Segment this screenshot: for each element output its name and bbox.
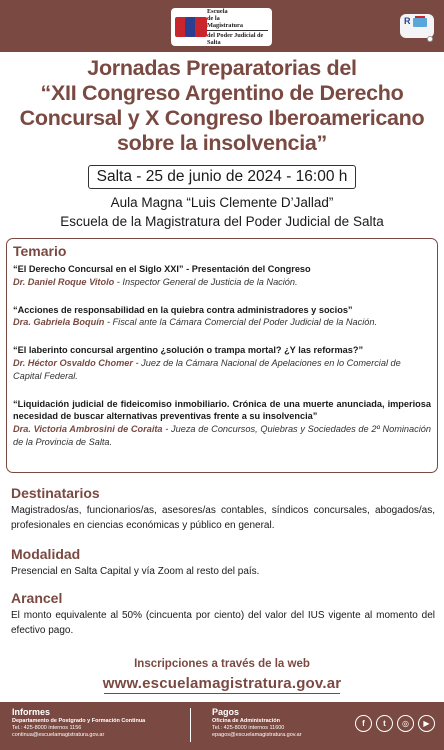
- venue-line-1: Aula Magna “Luis Clemente D’Jallad”: [110, 195, 334, 210]
- instagram-icon[interactable]: ◎: [397, 715, 414, 732]
- informes-phone: Tel.: 425-8000 internos 1156: [12, 725, 82, 731]
- talk-speaker-line: [13, 316, 431, 329]
- talk-speaker: Dr. Héctor Osvaldo Chomer: [13, 357, 133, 368]
- logo-mark-icon: [175, 14, 204, 40]
- talk-item: [13, 304, 431, 330]
- talk-item: [13, 263, 431, 289]
- modalidad-heading: Modalidad: [11, 546, 81, 562]
- talk-role: - Juez de la Cámara Nacional de Apelaciones en lo Comercial de Capital Federal.: [13, 357, 401, 381]
- pagos-email[interactable]: epagos@escuelamagistratura.gov.ar: [212, 732, 302, 738]
- title-line-1: Jornadas Preparatorias del: [87, 56, 357, 80]
- talk-speaker-line: [13, 423, 431, 449]
- footer-pagos: [212, 707, 302, 739]
- informes-email[interactable]: continua@escuelamagistratura.gov.ar: [12, 732, 105, 738]
- arancel-section: [11, 590, 435, 638]
- event-venue: [0, 193, 444, 231]
- event-date: Salta - 25 de junio de 2024 - 16:00 h: [88, 165, 356, 189]
- inscripciones-label: Inscripciones a través de la web: [134, 658, 310, 670]
- top-banner: [0, 0, 444, 52]
- destinatarios-text: Magistrados/as, funcionarios/as, asesores/as contables, síndicos concursales, abogados/as, profesionales en ciencias económicas y público en general.: [11, 505, 435, 531]
- destinatarios-heading: Destinatarios: [11, 485, 100, 501]
- talk-speaker-line: [13, 357, 431, 383]
- arancel-text: El monto equivalente al 50% (cincuenta por ciento) del valor del IUS vigente al momento del efectivo pago.: [11, 610, 435, 636]
- page-title: [0, 56, 444, 156]
- talk-speaker: Dra. Gabriela Boquín: [13, 317, 105, 328]
- temario-box: [6, 238, 438, 473]
- talk-speaker-line: [13, 276, 431, 289]
- pagos-heading: Pagos: [212, 707, 240, 717]
- talk-role: - Jueza de Concursos, Quiebras y Sociedades de 2º Nominación de la Provincia de Salta.: [13, 424, 432, 447]
- talk-speaker: Dr. Daniel Roque Vitolo: [13, 276, 115, 287]
- footer-informes: [12, 707, 145, 739]
- youtube-icon[interactable]: ▶: [418, 715, 435, 732]
- talk-item: [13, 398, 431, 449]
- modalidad-text: Presencial en Salta Capital y vía Zoom al resto del país.: [11, 566, 260, 577]
- arancel-heading: Arancel: [11, 590, 63, 606]
- twitter-icon[interactable]: t: [376, 715, 393, 732]
- title-line-2: “XII Congreso Argentino de Derecho: [40, 81, 404, 105]
- facebook-icon[interactable]: f: [355, 715, 372, 732]
- talk-role: - Fiscal ante la Cámara Comercial del Poder Judicial de la Nación.: [104, 317, 378, 328]
- institution-logo: [171, 8, 272, 46]
- pagos-phone: Tel.: 425-8000 internos 11600: [212, 725, 285, 731]
- talk-title: “Liquidación judicial de fideicomiso inmobiliario. Crónica de una muerte anunciada, imperiosa necesidad de buscar alternativas preventivas frente a su insolvencia”: [13, 398, 431, 422]
- talk-title: “El laberinto concursal argentino ¿solución o trampa mortal? ¿Y las reformas?”: [13, 345, 364, 356]
- venue-line-2: Escuela de la Magistratura del Poder Judicial de Salta: [60, 214, 384, 229]
- title-line-3: Concursal y X Congreso Iberoamericano: [19, 106, 425, 130]
- talk-title: “El Derecho Concursal en el Siglo XXI” - Presentación del Congreso: [13, 264, 311, 274]
- pagos-dept: Oficina de Administración: [212, 718, 280, 724]
- informes-heading: Informes: [12, 707, 51, 717]
- talk-item: [13, 344, 431, 382]
- talk-speaker: Dra. Victoria Ambrosini de Coraita: [13, 424, 163, 435]
- footer: [0, 702, 444, 750]
- website-underline: [104, 693, 340, 694]
- destinatarios-section: [11, 485, 435, 533]
- temario-heading: Temario: [13, 243, 67, 259]
- website-link[interactable]: www.escuelamagistratura.gov.ar: [102, 675, 342, 692]
- modalidad-section: [11, 546, 435, 579]
- informes-dept: Departamento de Postgrado y Formación Continua: [12, 718, 146, 724]
- talk-role: - Inspector General de Justicia de la Nación.: [114, 276, 298, 287]
- logo-text: Escuela de la Magistratura del Poder Judicial de Salta: [207, 8, 268, 46]
- title-line-4: sobre la insolvencia”: [117, 131, 327, 155]
- talk-title: “Acciones de responsabilidad en la quiebra contra administradores y socios”: [13, 304, 353, 315]
- network-badge-icon: R: [396, 10, 438, 44]
- footer-divider: [190, 708, 191, 742]
